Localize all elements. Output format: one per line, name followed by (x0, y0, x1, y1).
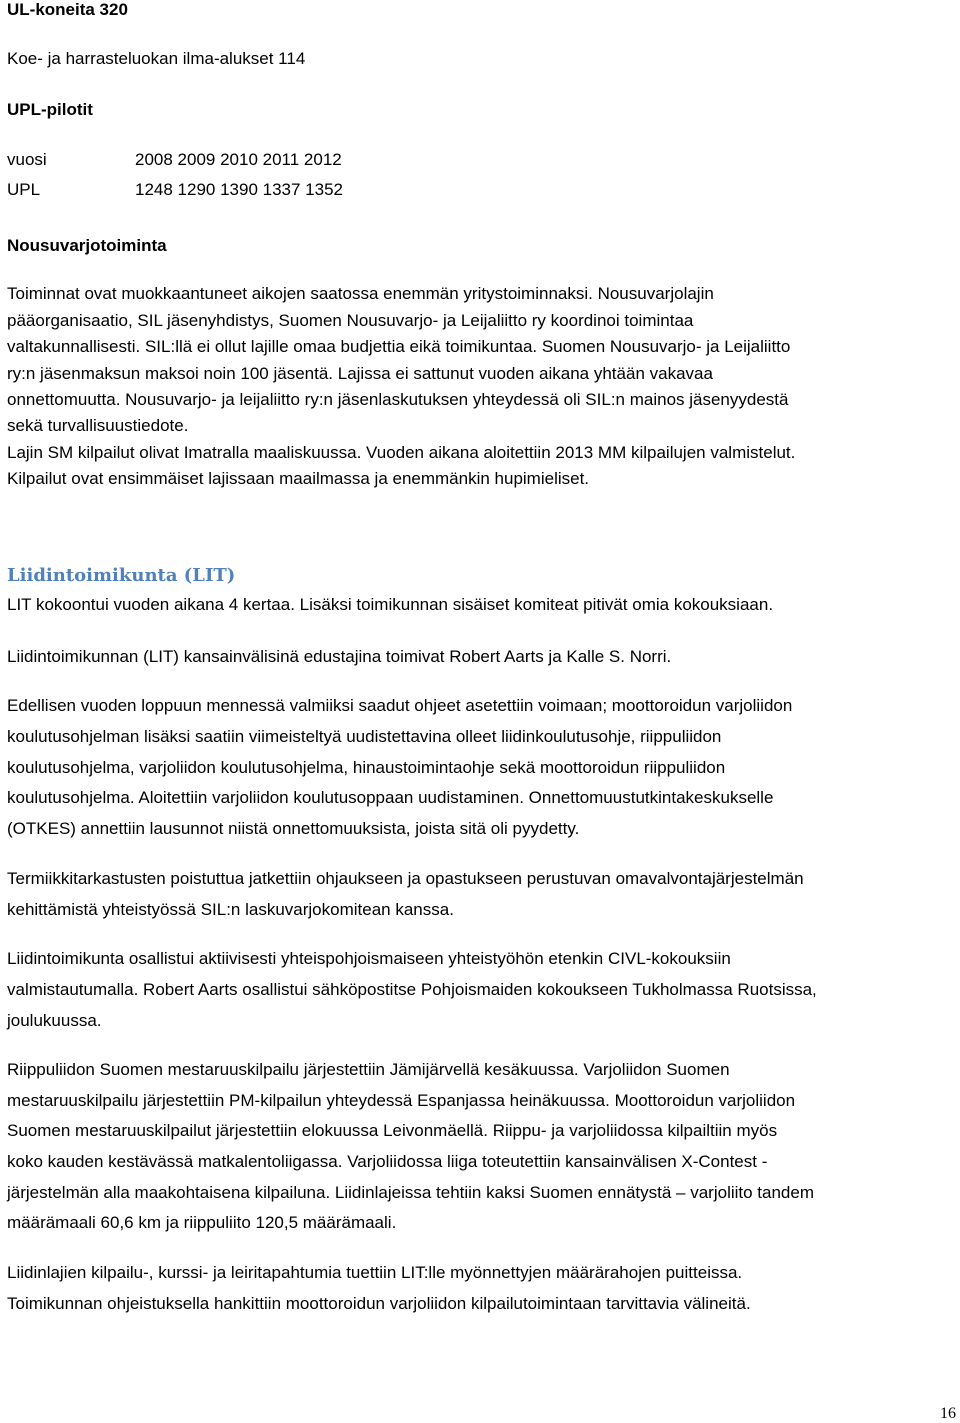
lit-p5-line: Liidintoimikunta osallistui aktiivisesti yhteispohjoismaiseen yhteistyöhön etenkin CIVL-kokouksiin (7, 949, 731, 968)
upl-label: UPL (7, 180, 41, 199)
lit-p5-line: joulukuussa. (7, 1011, 102, 1030)
lit-p4-line: kehittämistä yhteistyössä SIL:n laskuvarjokomitean kanssa. (7, 900, 454, 919)
nousuvarjo-line: Lajin SM kilpailut olivat Imatralla maaliskuussa. Vuoden aikana aloitettiin 2013 MM kilpailujen valmistelut. (7, 443, 796, 462)
lit-p3-line: koulutusohjelma, varjoliidon koulutusohjelma, hinaustoimintaohje sekä moottoroidun riippuliidon (7, 758, 726, 777)
nousuvarjo-line: valtakunnallisesti. SIL:llä ei ollut lajille omaa budjettia eikä toimikuntaa. Suomen Nousuvarjo- ja Leijaliitto (7, 337, 791, 356)
lit-p6-line: mestaruuskilpailu järjestettiin PM-kilpailun yhteydessä Espanjassa heinäkuussa. Moottoroidun varjoliidon (7, 1091, 796, 1110)
lit-paragraph-1: LIT kokoontui vuoden aikana 4 kertaa. Lisäksi toimikunnan sisäiset komiteat pitivät omia kokouksiaan. (7, 595, 774, 614)
lit-paragraph-2: Liidintoimikunnan (LIT) kansainvälisinä edustajina toimivat Robert Aarts ja Kalle S. Norri. (7, 647, 672, 666)
nousuvarjo-line: sekä turvallisuustiedote. (7, 416, 189, 435)
lit-p7-line: Liidinlajien kilpailu-, kurssi- ja leiritapahtumia tuettiin LIT:lle myönnettyjen määrärahojen puitteissa. (7, 1263, 743, 1282)
lit-p3-line: koulutusohjelma. Aloitettiin varjoliidon koulutusoppaan uudistaminen. Onnettomuustutkintakeskukselle (7, 788, 774, 807)
page-number: 16 (940, 1405, 956, 1422)
ul-koneita-heading: UL-koneita 320 (7, 0, 128, 19)
year-label: vuosi (7, 150, 47, 169)
nousuvarjo-line: pääorganisaatio, SIL jäsenyhdistys, Suomen Nousuvarjo- ja Leijaliitto ry koordinoi toimintaa (7, 311, 694, 330)
lit-p4-line: Termiikkitarkastusten poistuttua jatkettiin ohjaukseen ja opastukseen perustuvan omavalvontajärjestelmän (7, 869, 804, 888)
nousuvarjo-line: ry:n jäsenmaksun maksoi noin 100 jäsentä. Lajissa ei sattunut vuoden aikana yhtään vakavaa (7, 364, 713, 383)
year-values: 2008 2009 2010 2011 2012 (135, 150, 342, 169)
lit-p6-line: Suomen mestaruuskilpailut järjestettiin elokuussa Leivonmäellä. Riippu- ja varjoliidossa kilpailtiin myös (7, 1121, 778, 1140)
lit-p6-line: koko kauden kestävässä matkalentoliigassa. Varjoliidossa liiga toteutettiin kansainvälisen X-Contest - (7, 1152, 768, 1171)
lit-p6-line: määrämaali 60,6 km ja riippuliito 120,5 määrämaali. (7, 1213, 397, 1232)
upl-values: 1248 1290 1390 1337 1352 (135, 180, 343, 199)
nousuvarjo-line: Toiminnat ovat muokkaantuneet aikojen saatossa enemmän yritystoiminnaksi. Nousuvarjolajin (7, 284, 714, 303)
lit-p3-line: (OTKES) annettiin lausunnot niistä onnettomuuksista, joista sitä oli pyydetty. (7, 819, 580, 838)
lit-p6-line: Riippuliidon Suomen mestaruuskilpailu järjestettiin Jämijärvellä kesäkuussa. Varjoliidon Suomen (7, 1060, 730, 1079)
lit-p6-line: järjestelmän alla maakohtaisena kilpailuna. Liidinlajeissa tehtiin kaksi Suomen ennätystä – varjoliito tandem (7, 1183, 815, 1202)
koe-harraste-line: Koe- ja harrasteluokan ilma-alukset 114 (7, 49, 306, 68)
lit-p3-line: koulutusohjelman lisäksi saatiin viimeisteltyä uudistettavina olleet liidinkoulutusohje, riippuliidon (7, 727, 722, 746)
lit-p3-line: Edellisen vuoden loppuun mennessä valmiiksi saadut ohjeet asetettiin voimaan; moottoroidun varjoliidon (7, 696, 793, 715)
upl-pilotit-heading: UPL-pilotit (7, 100, 93, 119)
lit-p5-line: valmistautumalla. Robert Aarts osallistui sähköpostitse Pohjoismaiden kokoukseen Tukholmassa Ruotsissa, (7, 980, 817, 999)
lit-p7-line: Toimikunnan ohjeistuksella hankittiin moottoroidun varjoliidon kilpailutoimintaan tarvittavia välineitä. (7, 1294, 751, 1313)
lit-heading: Liidintoimikunta (LIT) (7, 565, 236, 586)
nousuvarjo-heading: Nousuvarjotoiminta (7, 236, 167, 255)
nousuvarjo-line: Kilpailut ovat ensimmäiset lajissaan maailmassa ja enemmänkin hupimieliset. (7, 469, 590, 488)
nousuvarjo-line: onnettomuutta. Nousuvarjo- ja leijaliitto ry:n jäsenlaskutuksen yhteydessä oli SIL:n mainos jäsenyydestä (7, 390, 789, 409)
